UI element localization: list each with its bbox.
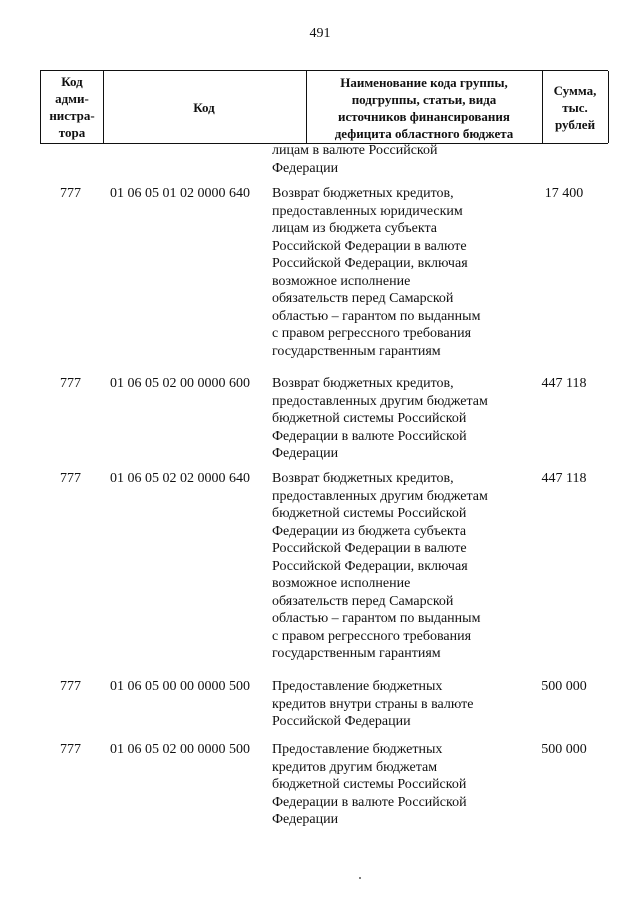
description-line: с правом регрессного требования (272, 326, 472, 341)
row-code: 01 06 05 02 00 0000 600 (110, 376, 250, 391)
header-admin-code: Код адми- нистра- тора (40, 71, 104, 143)
row-code: 01 06 05 02 00 0000 500 (110, 742, 250, 757)
description-line: областью – гарантом по выданным (272, 611, 481, 626)
description-line: обязательств перед Самарской (272, 593, 454, 609)
continuation-text (272, 142, 508, 177)
description-line: предоставленных юридическим (272, 203, 463, 219)
row-description (272, 470, 508, 663)
description-line: Российской Федерации в валюте (272, 238, 467, 254)
description-line: возможное исполнение (272, 576, 411, 591)
description-line: кредитов внутри страны в валюте (272, 696, 474, 712)
scan-dot (359, 877, 361, 879)
description-line: Предоставление бюджетных (272, 679, 443, 694)
description-line: возможное исполнение (272, 273, 411, 289)
description-line: Возврат бюджетных кредитов, (272, 376, 454, 391)
row-code: 01 06 05 00 00 0000 500 (110, 679, 250, 694)
continuation-line: Федерации (272, 160, 339, 176)
row-admin-code: 777 (60, 679, 81, 694)
description-line: государственным гарантиям (272, 646, 441, 661)
description-line: Российской Федерации, включая (272, 558, 468, 574)
description-line: Российской Федерации в валюте (272, 541, 467, 556)
row-admin-code: 777 (60, 471, 81, 486)
description-line: Федерации в валюте Российской (272, 794, 467, 810)
row-sum: 447 118 (541, 376, 587, 391)
row-sum: 500 000 (541, 742, 587, 757)
row-description (272, 375, 508, 463)
description-line: Возврат бюджетных кредитов, (272, 186, 454, 201)
description-line: кредитов другим бюджетам (272, 759, 438, 775)
description-line: Федерации в валюте Российской (272, 428, 467, 444)
row-code: 01 06 05 01 02 0000 640 (110, 186, 250, 201)
row-sum: 17 400 (544, 186, 584, 201)
description-line: государственным гарантиям (272, 343, 441, 359)
description-line: Федерации (272, 812, 339, 827)
row-sum: 500 000 (541, 679, 587, 694)
description-line: предоставленных другим бюджетам (272, 393, 488, 409)
description-line: Федерации из бюджета субъекта (272, 523, 467, 539)
row-code: 01 06 05 02 02 0000 640 (110, 471, 250, 486)
page-number: 491 (309, 26, 331, 41)
row-description (272, 185, 508, 360)
description-line: Российской Федерации (272, 714, 411, 729)
description-line: областью – гарантом по выданным (272, 308, 481, 324)
description-line: лицам из бюджета субъекта (272, 221, 437, 236)
row-sum: 447 118 (541, 471, 587, 486)
row-description (272, 741, 508, 829)
row-description (272, 678, 508, 731)
row-admin-code: 777 (60, 186, 81, 201)
description-line: с правом регрессного требования (272, 628, 472, 644)
header-name: Наименование кода группы, подгруппы, статьи, вида источников финансирования дефицита областного бюджета (306, 71, 543, 143)
description-line: Возврат бюджетных кредитов, (272, 471, 454, 486)
row-admin-code: 777 (60, 376, 81, 391)
continuation-line: лицам в валюте Российской (272, 143, 438, 158)
description-line: Федерации (272, 446, 339, 461)
description-line: предоставленных другим бюджетам (272, 488, 488, 504)
description-line: Предоставление бюджетных (272, 742, 443, 757)
header-code: Код (102, 71, 307, 143)
row-admin-code: 777 (60, 742, 81, 757)
table-header (40, 70, 608, 144)
description-line: обязательств перед Самарской (272, 291, 454, 306)
description-line: бюджетной системы Российской (272, 506, 467, 521)
description-line: бюджетной системы Российской (272, 411, 467, 426)
description-line: Российской Федерации, включая (272, 256, 468, 271)
header-sum: Сумма, тыс. рублей (542, 71, 609, 143)
description-line: бюджетной системы Российской (272, 777, 467, 792)
